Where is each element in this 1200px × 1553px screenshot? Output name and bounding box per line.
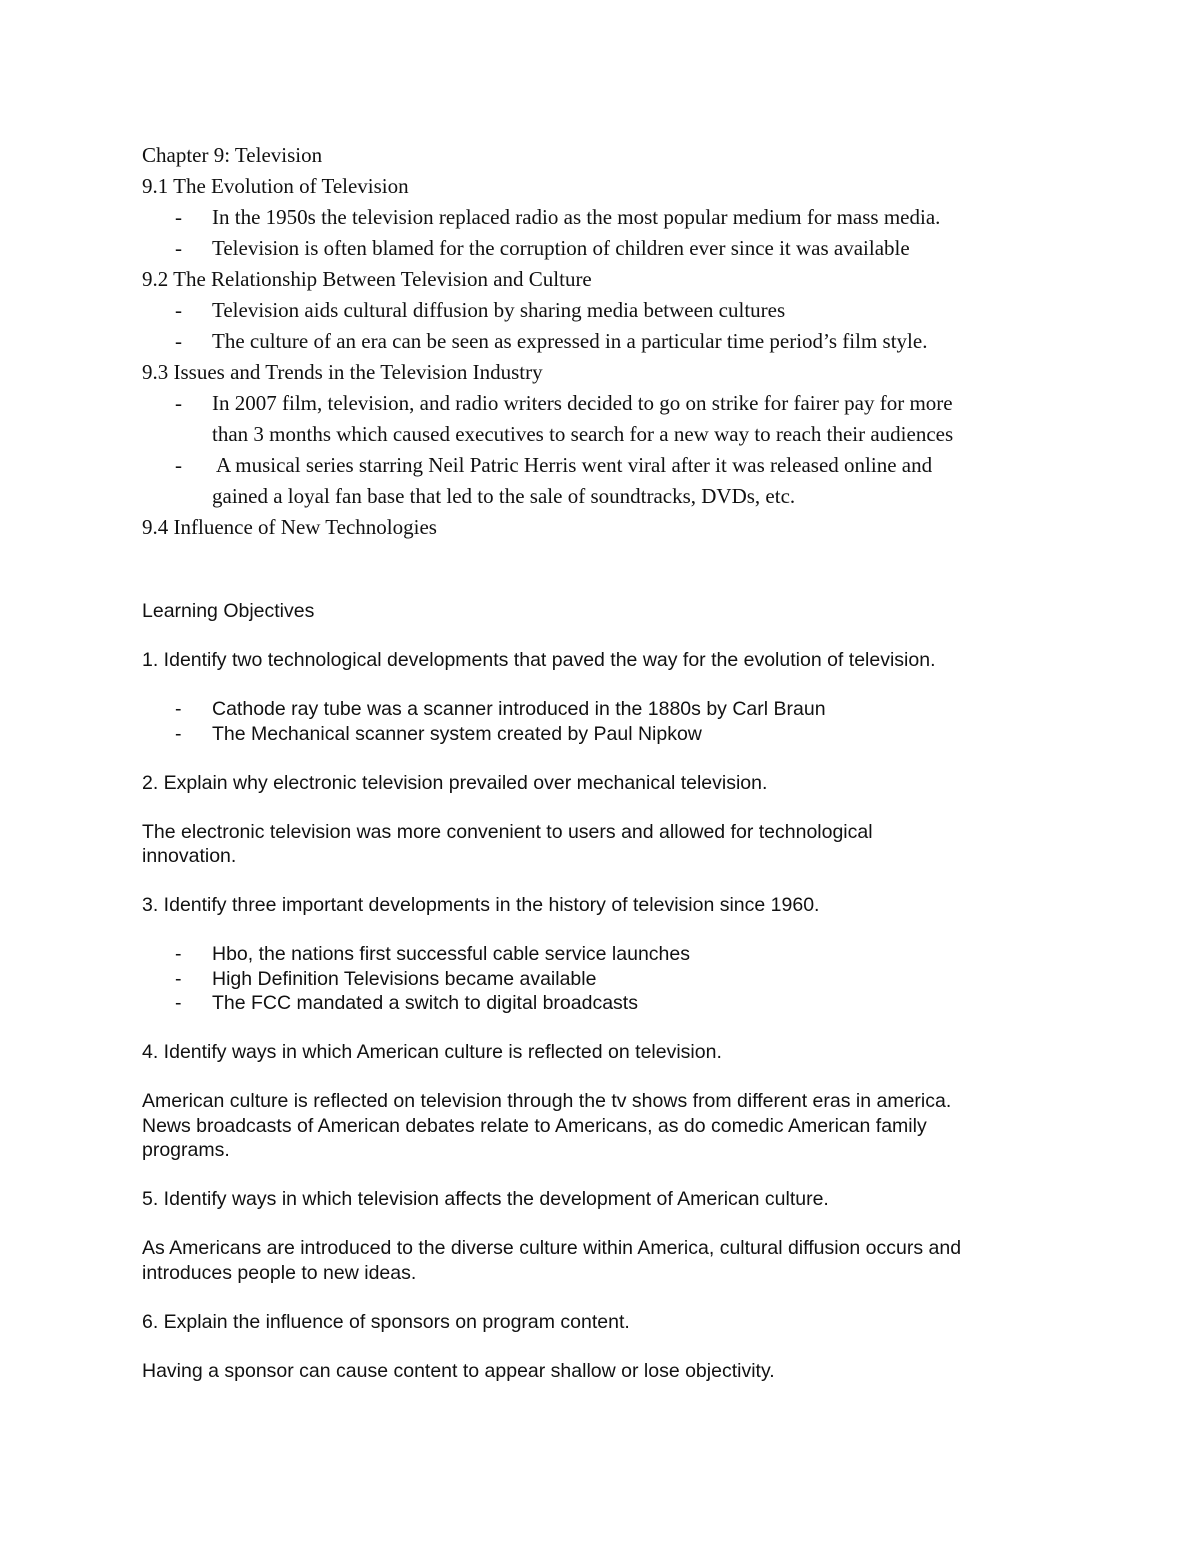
bullet-item: - In the 1950s the television replaced radio as the most popular medium for mass media. — [142, 202, 1062, 233]
dash-marker: - — [175, 967, 182, 990]
section-heading: 9.4 Influence of New Technologies — [142, 515, 437, 539]
dash-marker: - — [175, 329, 182, 353]
dash-marker: - — [175, 236, 182, 260]
bullet-item: - Hbo, the nations first successful cable service launches — [175, 943, 690, 965]
dash-marker: - — [175, 391, 182, 415]
dash-marker: - — [175, 453, 182, 477]
question: 4. Identify ways in which American culture is reflected on television. — [142, 1041, 722, 1063]
answer: innovation. — [142, 845, 237, 867]
bullet-item: - The Mechanical scanner system created by Paul Nipkow — [175, 722, 702, 745]
answer: News broadcasts of American debates relate to Americans, as do comedic American family — [142, 1114, 927, 1137]
answer: Having a sponsor can cause content to appear shallow or lose objectivity. — [142, 1359, 775, 1382]
bullet-item: - Cathode ray tube was a scanner introduced in the 1880s by Carl Braun — [175, 698, 826, 720]
answer: American culture is reflected on television through the tv shows from different eras in america. — [142, 1090, 952, 1112]
section-heading: 9.3 Issues and Trends in the Television Industry — [142, 360, 543, 384]
bullet-item: - Television aids cultural diffusion by sharing media between cultures — [142, 295, 1062, 326]
question: 1. Identify two technological developments that paved the way for the evolution of television. — [142, 649, 936, 671]
dash-marker: - — [175, 992, 182, 1014]
learning-objectives — [142, 599, 1062, 1383]
answer: programs. — [142, 1139, 230, 1161]
bullet-item: - In 2007 film, television, and radio writers decided to go on strike for fairer pay for more than 3 months which caused executives to search for a new way to reach their audiences — [142, 388, 1062, 450]
dash-marker: - — [175, 298, 182, 322]
bullet-item: - High Definition Televisions became available — [175, 967, 597, 990]
chapter-title: Chapter 9: Television — [142, 143, 323, 167]
question: 6. Explain the influence of sponsors on program content. — [142, 1310, 630, 1333]
chapter-notes — [142, 140, 1062, 543]
dash-marker: - — [175, 205, 182, 229]
dash-marker: - — [175, 698, 182, 720]
answer: The electronic television was more convenient to users and allowed for technological — [142, 820, 873, 843]
question: 5. Identify ways in which television affects the development of American culture. — [142, 1188, 829, 1210]
objectives-title: Learning Objectives — [142, 600, 315, 622]
question: 2. Explain why electronic television prevailed over mechanical television. — [142, 771, 768, 794]
answer: introduces people to new ideas. — [142, 1261, 417, 1284]
dash-marker: - — [175, 943, 182, 965]
bullet-item: - The FCC mandated a switch to digital broadcasts — [175, 992, 638, 1014]
section-heading: 9.2 The Relationship Between Television and Culture — [142, 267, 592, 291]
bullet-item: - Television is often blamed for the corruption of children ever since it was available — [142, 233, 1062, 264]
question: 3. Identify three important developments in the history of television since 1960. — [142, 894, 820, 916]
bullet-item: - The culture of an era can be seen as expressed in a particular time period’s film style. — [142, 326, 1062, 357]
answer: As Americans are introduced to the diverse culture within America, cultural diffusion occurs and — [142, 1237, 962, 1259]
section-heading: 9.1 The Evolution of Television — [142, 174, 409, 198]
dash-marker: - — [175, 722, 182, 745]
bullet-item: - A musical series starring Neil Patric Herris went viral after it was released online and gained a loyal fan base that led to the sale of soundtracks, DVDs, etc. — [142, 450, 1062, 512]
